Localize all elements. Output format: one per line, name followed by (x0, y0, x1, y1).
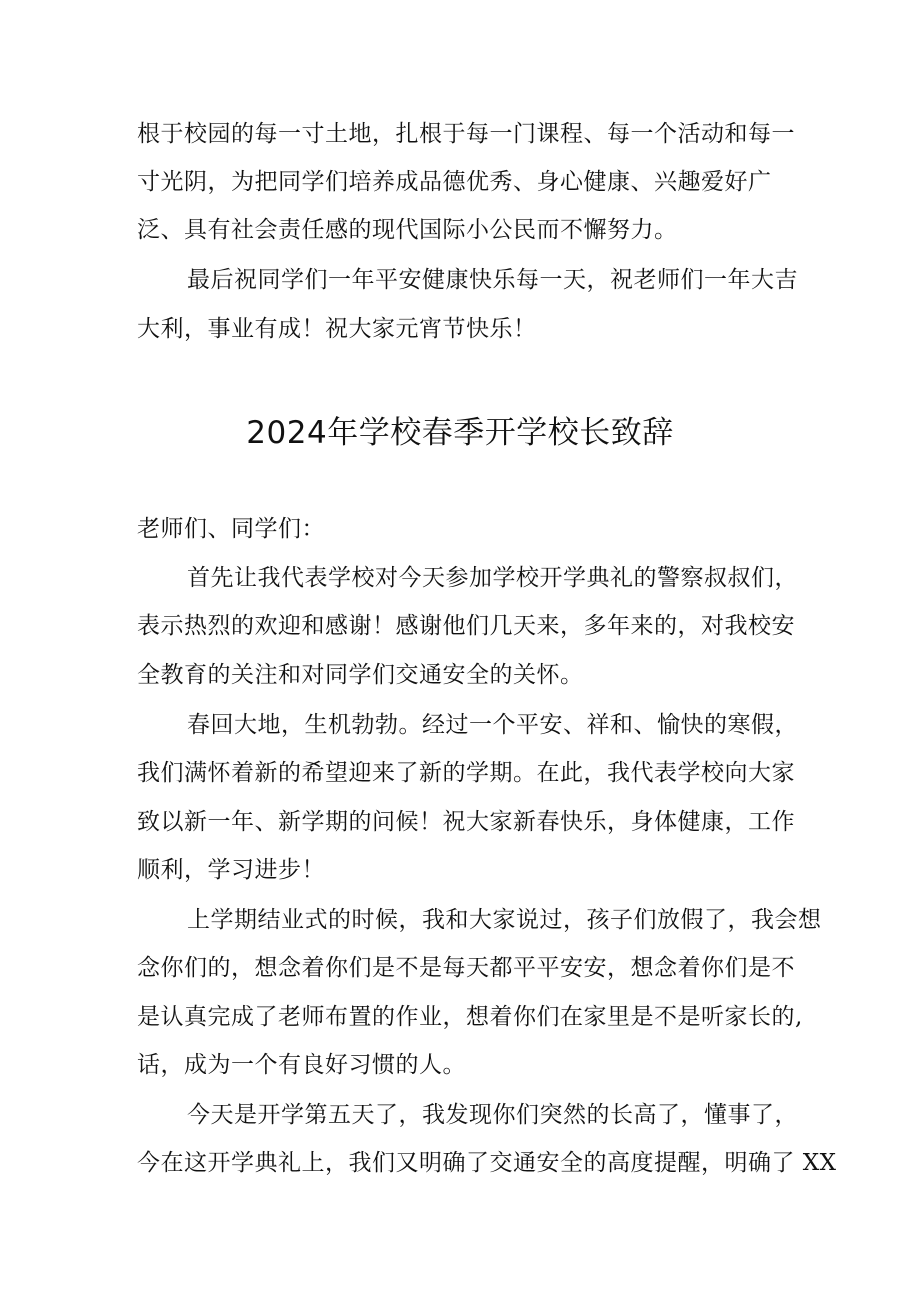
speech-line-11: 话，成为一个有良好习惯的人。 (137, 1052, 466, 1078)
speech-line-13: 今在这开学典礼上，我们又明确了交通安全的高度提醒，明确了 XX (137, 1150, 837, 1176)
top-line-1: 根于校园的每一寸土地，扎根于每一门课程、每一个活动和每一 (137, 121, 795, 147)
speech-line-12: 今天是开学第五天了，我发现你们突然的长高了，懂事了， (187, 1102, 798, 1128)
greeting: 老师们、同学们： (137, 516, 325, 542)
speech-line-4: 春回大地，生机勃勃。经过一个平安、祥和、愉快的寒假， (187, 712, 798, 738)
top-line-5: 大利，事业有成！祝大家元宵节快乐！ (137, 316, 537, 342)
speech-line-5: 我们满怀着新的希望迎来了新的学期。在此，我代表学校向大家 (137, 760, 795, 786)
top-line-2: 寸光阴，为把同学们培养成品德优秀、身心健康、兴趣爱好广 (137, 169, 772, 195)
speech-line-10: 是认真完成了老师布置的作业，想着你们在家里是不是听家长的, (137, 1004, 803, 1030)
document-title: 2024年学校春季开学校长致辞 (246, 415, 674, 451)
speech-line-6: 致以新一年、新学期的问候！祝大家新春快乐，身体健康，工作 (137, 809, 795, 835)
speech-line-8: 上学期结业式的时候，我和大家说过，孩子们放假了，我会想 (187, 907, 822, 933)
speech-line-3: 全教育的关注和对同学们交通安全的关怀。 (137, 662, 584, 688)
speech-line-1: 首先让我代表学校对今天参加学校开学典礼的警察叔叔们， (187, 565, 798, 591)
speech-line-9: 念你们的，想念着你们是不是每天都平平安安，想念着你们是不 (137, 955, 795, 981)
top-line-3: 泛、具有社会责任感的现代国际小公民而不懈努力。 (137, 217, 678, 243)
speech-line-2: 表示热烈的欢迎和感谢！感谢他们几天来，多年来的，对我校安 (137, 613, 795, 639)
top-line-4: 最后祝同学们一年平安健康快乐每一天，祝老师们一年大吉 (187, 267, 798, 293)
speech-line-7: 顺利，学习进步！ (137, 857, 325, 883)
